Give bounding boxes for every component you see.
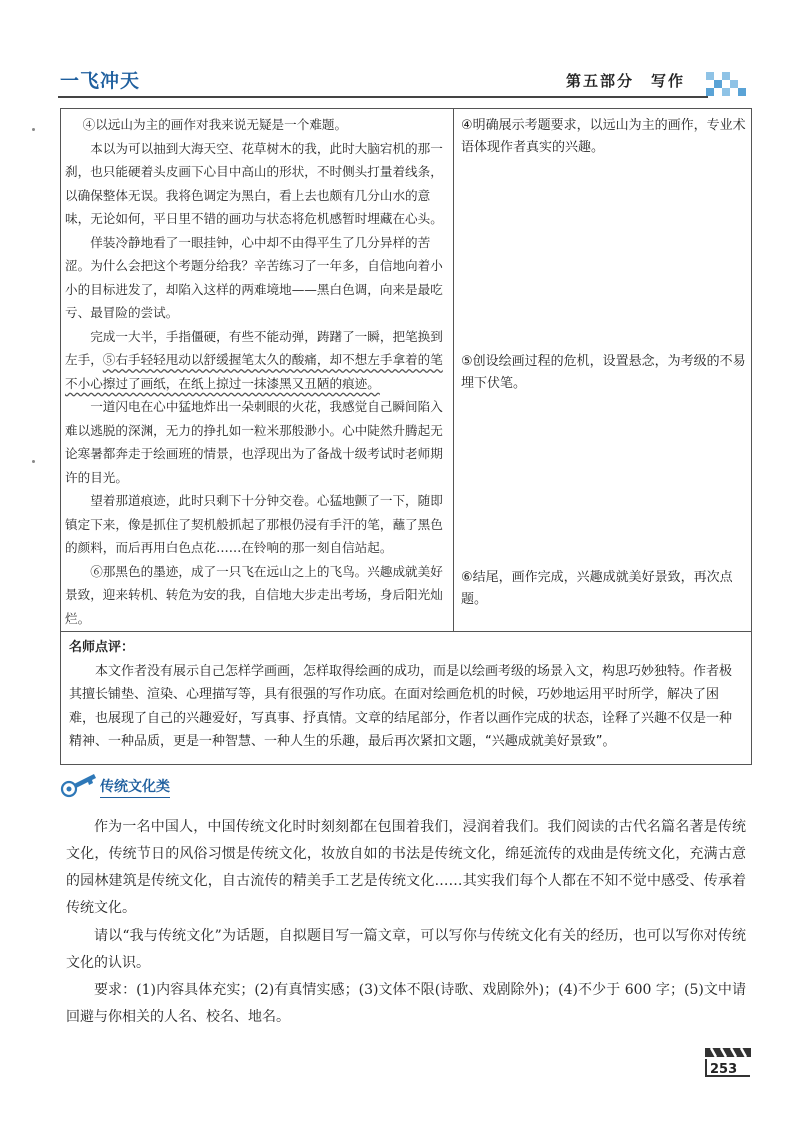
prompt-paragraph: 要求：(1)内容具体充实；(2)有真情实感；(3)文体不限(诗歌、戏剧除外)；(4)不少于 600 字；(5)文中请回避与你相关的人名、校名、地名。: [66, 982, 746, 1025]
essay-table: [60, 108, 752, 632]
essay-text: 完成一大半，手指僵硬，有些不能动弹，踌躇了一瞬，把笔换到左手，: [65, 328, 443, 367]
essay-paragraph: ④以远山为主的画作对我来说无疑是一个难题。: [82, 117, 348, 132]
essay-paragraph: ⑥那黑色的墨迹，成了一只飞在远山之上的飞鸟。兴趣成就美好景致，迎来转机、转危为安的我，自信地大步走出考场，身后阳光灿烂。: [65, 563, 443, 626]
section-title: 第五部分 写作: [566, 72, 686, 90]
essay-paragraph: [65, 325, 449, 396]
essay-paragraph: 望着那道痕迹，此时只剩下十分钟交卷。心猛地颤了一下，随即镇定下来，像是抓住了契机般抓起了那根仍浸有手汗的笔，蘸了黑色的颜料，而后再用白色点花……在铃响的那一刻自信站起。: [65, 493, 443, 555]
page-number: 253: [710, 1062, 738, 1077]
key-icon: [58, 770, 102, 800]
annotation-note: ④明确展示考题要求，以远山为主的画作，专业术语体现作者真实的兴趣。: [461, 118, 746, 155]
essay-paragraph: 佯装冷静地看了一眼挂钟，心中却不由得平生了几分异样的苦涩。为什么会把这个考题分给我？辛苦练习了一年多，自信地向着小小的目标进发了，却陷入这样的两难境地——黑白色调，向来是最吃亏、最冒险的尝试。: [65, 234, 443, 320]
category-title: 传统文化类: [100, 776, 170, 798]
essay-text-column: [65, 113, 449, 630]
comment-body: 本文作者没有展示自己怎样学画画，怎样取得绘画的成功，而是以绘画考级的场景入文，构思巧妙独特。作者极其擅长铺垫、渲染、心理描写等，具有很强的写作功底。在面对绘画危机的时候，巧妙地运用平时所学，解决了困难，也展现了自己的兴趣爱好，写真事、抒真情。文章的结尾部分，作者以画作完成的状态，诠释了兴趣不仅是一种精神、一种品质，更是一种智慧、一种人生的乐趣，最后再次紧扣文题，“兴趣成就美好景致”。: [69, 663, 733, 749]
teacher-comment: [60, 632, 752, 765]
underlined-sentence: ⑤右手轻轻甩动以舒缓握笔太久的酸痛，却不想左手拿着的笔不小心擦过了画纸，在纸上掠过一抹漆黑又丑陋的痕迹。: [65, 352, 443, 391]
comment-title: 名师点评：: [69, 640, 135, 655]
book-logo: 一飞冲天: [60, 70, 141, 92]
essay-paragraph: 一道闪电在心中猛地炸出一朵刺眼的火花，我感觉自己瞬间陷入难以逃脱的深渊，无力的挣扎如一粒米那般渺小。心中陡然升腾起无论寒暑都奔走于绘画班的情景，也浮现出为了备战十级考试时老师期许的目光。: [65, 399, 443, 485]
margin-dot: [32, 128, 35, 131]
essay-paragraph: 本以为可以抽到大海天空、花草树木的我，此时大脑宕机的那一刹，也只能硬着头皮画下心目中高山的形状，不时侧头打量着线条，以确保整体无误。我将色调定为黑白，看上去也颇有几分山水的意味，无论如何，平日里不错的画功与状态将危机感暂时埋藏在心头。: [65, 140, 443, 226]
prompt-paragraph: 作为一名中国人，中国传统文化时时刻刻都在包围着我们，浸润着我们。我们阅读的古代名篇名著是传统文化，传统节日的风俗习惯是传统文化，妆放自如的书法是传统文化，绵延流传的戏曲是传统文化，充满古意的园林建筑是传统文化，自古流传的精美手工艺是传统文化……其实我们每个人都在不知不觉中感受、传承着传统文化。: [66, 819, 746, 916]
annotation-note: ⑥结尾，画作完成，兴趣成就美好景致，再次点题。: [461, 570, 733, 607]
table-column-divider: [453, 109, 454, 631]
margin-dot: [32, 460, 35, 463]
prompt-paragraph: 请以“我与传统文化”为话题，自拟题目写一篇文章，可以写你与传统文化有关的经历，也可以写你对传统文化的认识。: [66, 928, 746, 971]
annotation-note: ⑤创设绘画过程的危机，设置悬念，为考级的不易埋下伏笔。: [461, 354, 746, 391]
header-divider: [58, 96, 708, 98]
checker-pattern-icon: [706, 72, 746, 100]
